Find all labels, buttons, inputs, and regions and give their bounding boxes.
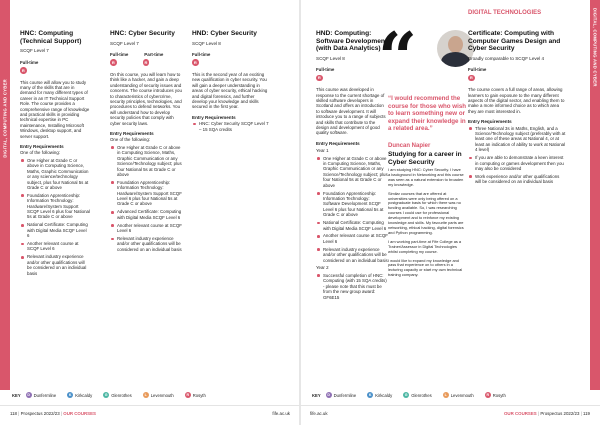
key-item-kirkcaldy	[67, 392, 92, 398]
side-tab-label-left: DIGITAL, COMPUTING AND CYBER	[2, 79, 8, 158]
course-description: On this course, you will learn how to think like a hacker, and gain a deep understanding of security issues and concerns. The course introduces you to characteristics of cybercrime, security principles, technologies, and procedures to defend networks. You will understand how to develop security policies that comply with cyber security laws.	[110, 72, 182, 126]
campus-dunfermline-dot: D	[327, 393, 330, 397]
campus-glenrothes-dot: G	[404, 393, 408, 397]
course-description: The course covers a full range of areas, allowing learners to gain exposure to the many different aspects of the digital sector, and enabling them to make a more informed choice as to which area they are most interested in.	[468, 87, 565, 114]
site-link[interactable]: fife.ac.uk	[310, 411, 328, 416]
campus-rosyth-dot: R	[486, 393, 490, 397]
key-label: KEY	[312, 392, 321, 398]
list-item: Advanced Certificate: Computing with Digital Media SCQF Level 6	[110, 209, 182, 220]
mode-full-time: Full-time	[110, 52, 129, 57]
key-item-label: Levenmouth	[150, 392, 174, 398]
course-title: HND: Cyber Security	[192, 30, 257, 37]
course-description: This is the second year of an exciting new qualification in cyber security. You will gain a deeper understanding in areas of cyber security, ethical hacking and digital forensics, and further develop your knowledge and skills secured in the first year.	[192, 72, 268, 110]
mode-full-time: Full-time	[468, 67, 487, 73]
footer-right	[300, 405, 600, 423]
course-title: HND: Computing: Software Development (with Data Analytics)	[316, 30, 388, 53]
testimonial-name: Duncan Napier	[388, 143, 431, 149]
key-item-dunfermline	[326, 392, 357, 398]
key-item-levenmouth	[143, 392, 174, 398]
footer-left-info	[10, 411, 96, 416]
site-link[interactable]: fife.ac.uk	[272, 411, 290, 416]
list-item: One Higher at Grade C or above in Computing Science, Maths, Graphic Communication or any Science/Technology subject; plus four National 5s at Grade C or above	[316, 156, 388, 188]
entry-requirements-heading: Entry Requirements	[316, 140, 360, 146]
list-item: Another relevant course at SCQF Level 6	[110, 223, 182, 234]
mode-part-time: Part-time	[144, 52, 164, 57]
list-item: Another relevant course at SCQF Level 6	[20, 241, 90, 252]
list-item: Foundation Apprenticeship: Information Technology: Software Development SCQF Level 6 plus four National 5s at Grade C or above	[316, 191, 388, 218]
scqf-level: SCQF Level 8	[316, 55, 345, 61]
key-item-glenrothes	[103, 392, 131, 398]
key-item-label: Dunfermline	[333, 392, 357, 398]
campus-rosyth-dot: R	[317, 75, 321, 81]
key-item-kirkcaldy	[367, 392, 392, 398]
key-label: KEY	[12, 392, 21, 398]
entry-requirements-heading: Entry Requirements	[110, 131, 154, 137]
entry-requirements-heading: Entry Requirements	[468, 119, 512, 125]
campus-glenrothes-dot: G	[104, 393, 108, 397]
campus-levenmouth-dot: L	[144, 393, 147, 397]
course-title: HNC: Cyber Security	[110, 30, 175, 37]
list-item: National Certificate: Computing with Digital Media SCQF Level 6	[316, 220, 388, 231]
course-cert-games	[468, 30, 578, 187]
mode-full-time: Full-time	[20, 59, 39, 65]
footer-left	[0, 405, 300, 423]
footer-separator: |	[60, 411, 63, 416]
photo-head	[448, 36, 463, 53]
key-item-dunfermline	[26, 392, 57, 398]
course-description: This course will allow you to study many of the skills that are in demand for many different types of career in an IT Technical Support Role. The course provides a comprehensive range of knowledge and practical skills in providing technical expertise in PC maintenance, Installing Microsoft Windows, desktop support, and server support.	[20, 79, 90, 139]
campus-rosyth-dot: R	[186, 393, 190, 397]
key-item-glenrothes	[403, 392, 431, 398]
page-number: 118	[10, 411, 17, 416]
footer-right-info	[504, 411, 590, 416]
mode-full-time: Full-time	[316, 67, 335, 73]
testimonial-quote: “I would recommend the course for those who wish to learn something new or expand their knowledge in a related area.”	[388, 95, 467, 133]
list-item: Relevant industry experience and/or other qualifications will be considered on an individual basis	[316, 247, 388, 263]
course-description: This course was developed in response to the current shortage of skilled software developers in Scotland and offers an introduction to software development. It will introduce you to a range of subjects and skills that contribute to the design and development of good quality software.	[316, 87, 386, 136]
scqf-level: SCQF Level 7	[20, 48, 49, 54]
key-item-label: Rosyth	[192, 392, 206, 398]
campus-dunfermline-dot: D	[27, 393, 30, 397]
list-item: If you are able to demonstrate a keen interest in computing or games development then you may also be considered	[468, 155, 566, 171]
our-courses-label: OUR COURSES	[504, 411, 537, 416]
year-2-heading: Year 2	[316, 265, 329, 271]
campus-rosyth-dot: R	[469, 75, 473, 81]
entry-requirements-heading: Entry Requirements	[20, 144, 64, 150]
scqf-level: SCQF Level 8	[192, 40, 221, 46]
story-paragraph: I am studying HNC: Cyber Security. I have a background in Networking and this course was seen as a natural extension to broaden my knowledge.	[388, 167, 464, 187]
side-tab-left	[0, 0, 10, 390]
key-item-label: Dunfermline	[33, 392, 57, 398]
list-item: One Higher at Grade C or above in Computing Science, Maths, Graphic Communication or any Science/Technology subject; plus four National 5s at Grade C or above	[110, 145, 182, 177]
campus-kirkcaldy-dot: K	[368, 393, 372, 397]
side-tab-label-right: DIGITAL, COMPUTING AND CYBER	[592, 8, 598, 87]
prospectus-label: Prospectus 2022/23	[540, 411, 580, 416]
key-item-levenmouth	[443, 392, 474, 398]
key-item-rosyth	[485, 392, 506, 398]
campus-rosyth-dot: R	[21, 67, 25, 73]
story-paragraph: Similar courses that are offered at universities were only being offered on a postgraduate basis for which there was no funding available. So, I was researching courses I could use for professional development and to reinforce my existing knowledge and skills. My favourite parts are networking, ethical hacking, digital forensics and Python programming.	[388, 190, 464, 235]
course-hnc-computing	[20, 30, 90, 279]
list-item: Relevant industry experience and/or other qualifications will be considered on an individual basis	[110, 236, 182, 252]
campus-key-right	[312, 392, 513, 398]
list-item: Relevant industry experience and/or other qualifications will be considered on an individual basis	[20, 254, 90, 276]
story-paragraph: I would like to expand my knowledge and pass that experience on to others in a lecturing capacity or start my own technical training company.	[388, 257, 463, 278]
footer-separator: |	[537, 411, 540, 416]
list-item: Foundation Apprenticeship: Information Technology: Hardware/System Support SCQF Level 6 plus four National 5s at Grade C or above	[110, 180, 182, 207]
scqf-level: Broadly comparable to SCQF Level 4	[468, 55, 545, 61]
course-hnc-cyber	[110, 30, 182, 255]
key-item-label: Glenrothes	[411, 392, 432, 398]
key-item-label: Kirkcaldy	[75, 392, 93, 398]
footer-separator: |	[580, 411, 582, 416]
key-item-label: Levenmouth	[450, 392, 474, 398]
mode-full-time: Full-time	[192, 52, 211, 57]
entry-intro: One of the following:	[20, 150, 61, 156]
list-item: HNC: Cyber Security SCQF Level 7 – 15 SQA credits	[192, 121, 270, 132]
list-item: Three National 3s in Maths, English, and a Science/Technology subject (preferably with at least one of these areas at National 4, or at least an indication of ability to work at National 4 level)	[468, 126, 566, 153]
campus-rosyth-dot: R	[144, 60, 148, 65]
page-spine	[299, 0, 301, 425]
list-item: National Certificate: Computing with Digital Media SCQF Level 6	[20, 222, 90, 238]
campus-rosyth-dot: R	[193, 60, 197, 65]
campus-kirkcaldy-dot: K	[68, 393, 72, 397]
list-item: Successful completion of HNC: Computing (with 15 SQA credits) - please note that this must be from the new group award: GF6E15	[316, 273, 388, 300]
testimonial-role: Studying for a career in Cyber Security	[388, 151, 462, 166]
prospectus-label: Prospectus 2022/23	[20, 411, 60, 416]
campus-levenmouth-dot: L	[444, 393, 447, 397]
list-item: Another relevant course at SCQF Level 6	[316, 233, 388, 244]
course-title: Certificate: Computing with Computer Games Design and Cyber Security	[468, 30, 561, 53]
testimonial-story	[388, 168, 464, 282]
entry-intro: One of the following:	[110, 137, 151, 143]
our-courses-label: OUR COURSES	[63, 411, 96, 416]
requirements-list	[20, 158, 90, 276]
course-title: HNC: Computing (Technical Support)	[20, 30, 82, 45]
list-item: Work experience and/or other qualifications will be considered on an individual basis	[468, 174, 566, 185]
key-item-label: Rosyth	[492, 392, 506, 398]
section-label: DIGITAL TECHNOLOGIES	[468, 10, 542, 16]
footer-separator: |	[18, 411, 20, 416]
scqf-level: SCQF Level 7	[110, 40, 139, 46]
requirements-list	[192, 121, 270, 132]
year-1-heading: Year 1	[316, 148, 329, 154]
requirements-list-year-2	[316, 273, 388, 300]
key-item-rosyth	[185, 392, 206, 398]
quote-mark-icon: “	[378, 18, 418, 98]
campus-rosyth-dot: R	[111, 60, 115, 65]
photo-body	[441, 52, 470, 67]
entry-requirements-heading: Entry Requirements	[192, 114, 236, 120]
page-number: 119	[583, 411, 590, 416]
key-item-label: Kirkcaldy	[375, 392, 393, 398]
key-item-label: Glenrothes	[111, 392, 132, 398]
requirements-list-year-1	[316, 156, 388, 263]
campus-key-left	[12, 392, 213, 398]
side-tab-right	[590, 0, 600, 390]
requirements-list	[110, 145, 182, 252]
story-paragraph: I am working part-time at Fife College as a Trainer/Assessor in Digital Technologies whilst completing my course.	[388, 238, 462, 254]
course-hnd-cyber	[192, 30, 270, 135]
list-item: One Higher at Grade C or above in Computing Science, Maths, Graphic Communication or any science/technology subject, plus four National 5s at Grade C or above	[20, 158, 90, 190]
list-item: Foundation Apprenticeship: Information Technology: Hardware/System Support SCQF Level 6 plus four National 5s at Grade C or above	[20, 193, 90, 220]
requirements-list	[468, 126, 566, 185]
